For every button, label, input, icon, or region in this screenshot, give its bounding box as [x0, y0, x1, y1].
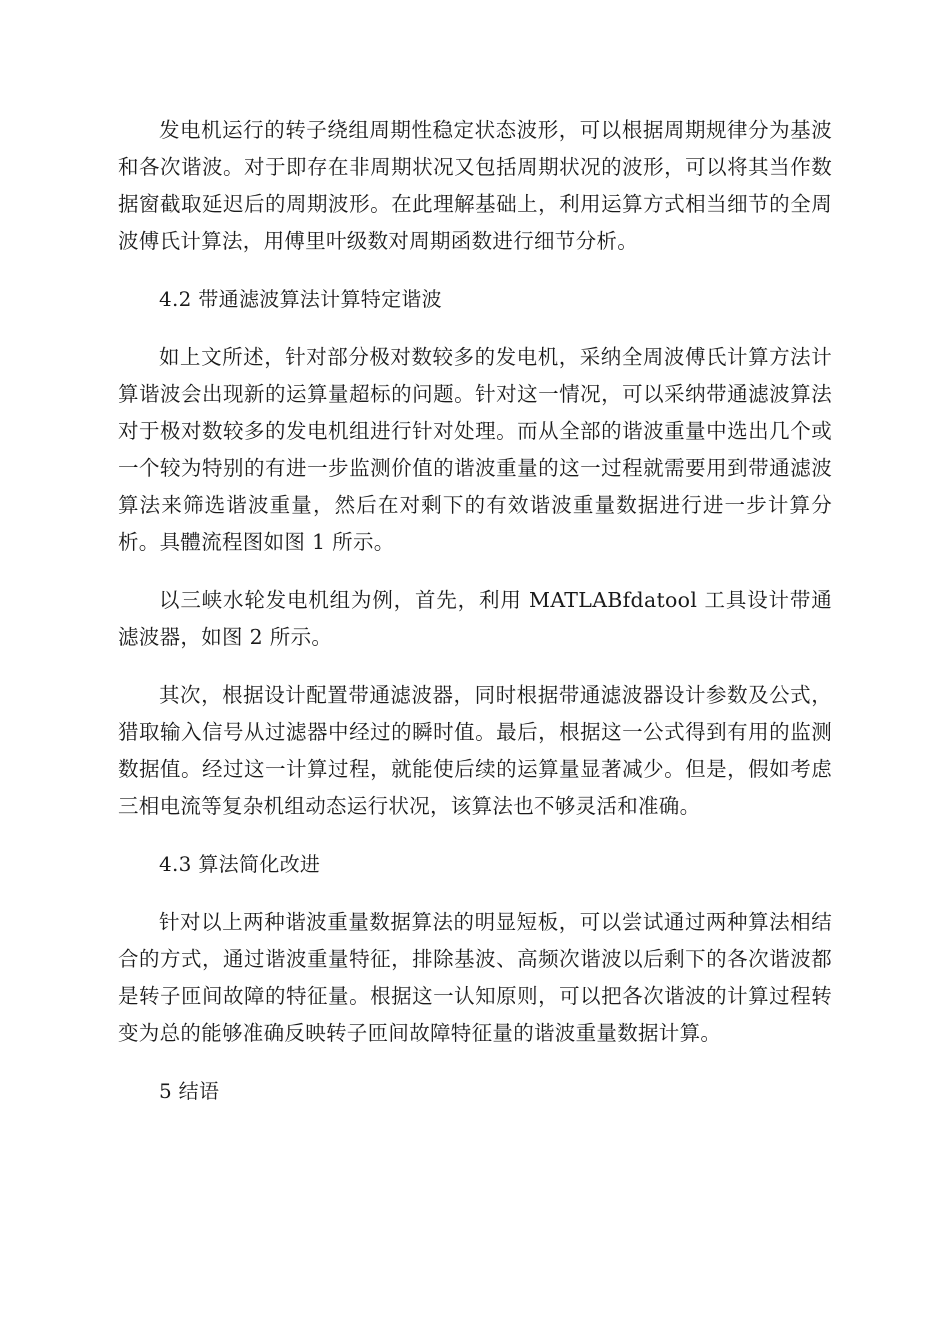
paragraph-filter-configuration: 其次，根据设计配置带通滤波器，同时根据带通滤波器设计参数及公式，猎取输入信号从过滤器中经过的瞬时值。最后，根据这一公式得到有用的监测数据值。经过这一计算过程，就能使后续的运算量显著减少。但是，假如考虑三相电流等复杂机组动态运行状况，该算法也不够灵活和准确。 [118, 683, 832, 818]
section-heading-4-3: 4.3 算法简化改进 [159, 852, 321, 876]
paragraph-rotor-waveform: 发电机运行的转子绕组周期性稳定状态波形，可以根据周期规律分为基波和各次谐波。对于即存在非周期状况又包括周期状况的波形，可以将其当作数据窗截取延迟后的周期波形。在此理解基础上，利用运算方式相当细节的全周波傅氏计算法，用傅里叶级数对周期函数进行细节分析。 [118, 118, 832, 253]
section-heading-5: 5 结语 [159, 1079, 220, 1103]
paragraph-bandpass-intro: 如上文所述，针对部分极对数较多的发电机，采纳全周波傅氏计算方法计算谐波会出现新的运算量超标的问题。针对这一情况，可以采纳带通滤波算法对于极对数较多的发电机组进行针对处理。而从全部的谐波重量中选出几个或一个较为特别的有进一步监测价值的谐波重量的这一过程就需要用到带通滤波算法来筛选谐波重量，然后在对剩下的有效谐波重量数据进行进一步计算分析。具體流程图如图 1 所示。 [118, 345, 832, 554]
paragraph-algorithm-improvement: 针对以上两种谐波重量数据算法的明显短板，可以尝试通过两种算法相结合的方式，通过谐波重量特征，排除基波、高频次谐波以后剩下的各次谐波都是转子匝间故障的特征量。根据这一认知原则，可以把各次谐波的计算过程转变为总的能够准确反映转子匝间故障特征量的谐波重量数据计算。 [118, 910, 832, 1045]
paragraph-three-gorges-example: 以三峡水轮发电机组为例，首先，利用 MATLABfdatool 工具设计带通滤波器，如图 2 所示。 [118, 588, 832, 649]
section-heading-4-2: 4.2 带通滤波算法计算特定谐波 [159, 287, 442, 311]
